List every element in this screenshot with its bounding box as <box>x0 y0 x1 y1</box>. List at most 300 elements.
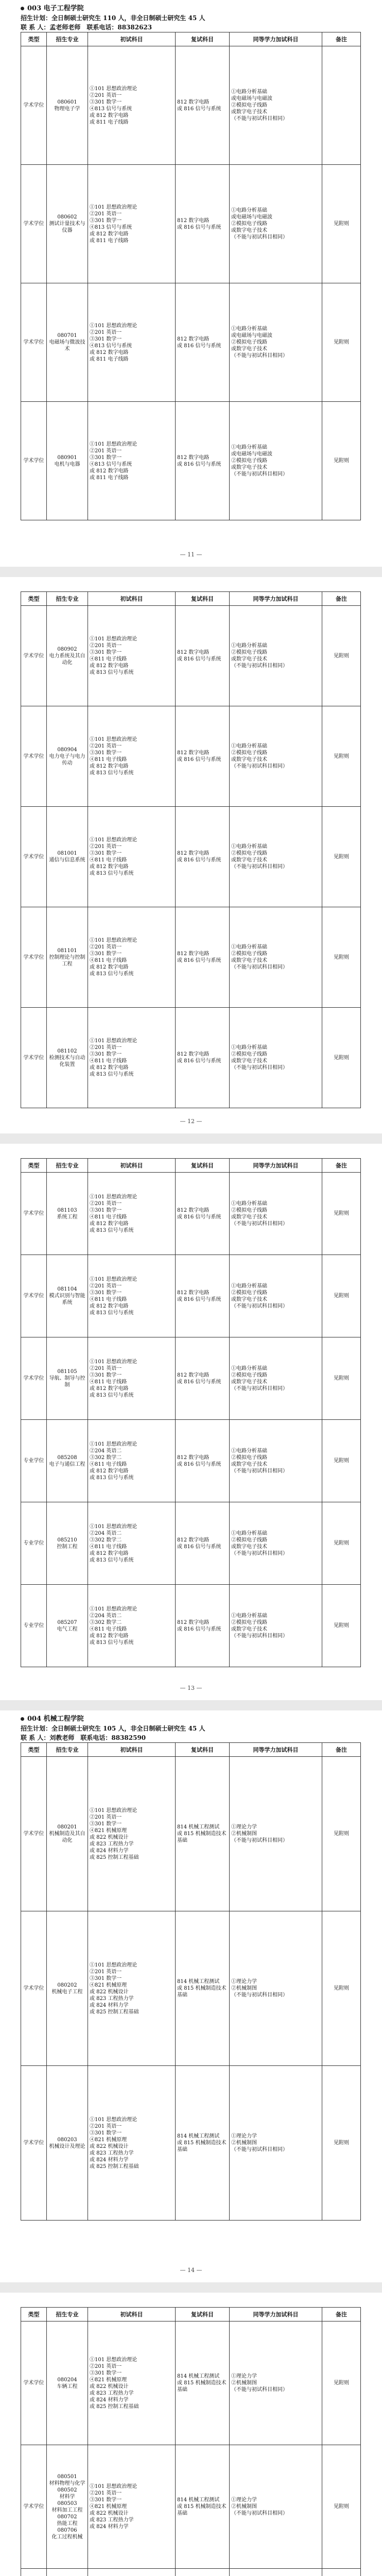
cell-line: （不能与初试科目相同） <box>231 471 288 477</box>
cell-line: ④811 电子线路 <box>90 1379 127 1385</box>
cell-line: 812 数字电路 <box>177 99 210 105</box>
cell-line: ②模拟电子线路 <box>231 1619 267 1625</box>
cell-line: 080601 <box>57 99 77 105</box>
cell-exam-subjects <box>88 1255 176 1337</box>
cell-line: ④811 电子线路 <box>90 757 127 762</box>
cell-line: ②模拟电子线路 <box>231 1052 267 1057</box>
cell-line: ②机械制图 <box>231 1831 257 1837</box>
cell-line: 812 数字电路 <box>177 1619 210 1625</box>
admissions-table <box>21 1742 361 2221</box>
enrollment-plan: 招生计划：全日制硕士研究生 110 人，非全日制硕士研究生 45 人 <box>21 14 205 22</box>
cell-line: ②模拟电子线路 <box>231 951 267 957</box>
cell-line: 材料物理与化学 <box>49 2480 85 2486</box>
cell-line: 812 数字电路 <box>177 1290 210 1296</box>
table-row <box>21 165 361 283</box>
table-row <box>21 2569 361 2576</box>
column-header: 初试科目 <box>88 1159 176 1173</box>
cell-note: 见附则 <box>322 283 361 402</box>
cell-line: ①101 思想政治理论 <box>90 938 137 943</box>
cell-major <box>47 1337 88 1420</box>
cell-note: 见附则 <box>322 1585 361 1667</box>
cell-line: （不能与初试科目相同） <box>231 234 288 240</box>
cell-line: ②201 英语一 <box>90 92 122 98</box>
cell-line: 电力电子与电力传动 <box>49 753 85 766</box>
table-header-row <box>21 1743 361 1757</box>
table-header-row <box>21 1159 361 1173</box>
page-2 <box>0 577 382 1133</box>
cell-line: （不能与初试科目相同） <box>231 864 288 870</box>
cell-line: ①电路分析基础 <box>231 89 267 95</box>
cell-line: ④811 电子线路 <box>90 1058 127 1064</box>
cell-line: ②201 英语一 <box>90 1045 122 1050</box>
column-header: 备注 <box>322 1743 361 1757</box>
page-number: — 12 — <box>180 1118 202 1125</box>
cell-major <box>47 1502 88 1585</box>
table-header-row <box>21 2308 361 2321</box>
cell-line: 或电磁场与电磁波 <box>231 451 272 457</box>
cell-line: 或 813 信号与系统 <box>90 1227 134 1233</box>
cell-line: （不能与初试科目相同） <box>231 764 288 769</box>
cell-line: ①101 思想政治理论 <box>90 1359 137 1365</box>
cell-extra-subjects <box>230 1502 322 1585</box>
cell-line: ①电路分析基础 <box>231 1045 267 1050</box>
cell-exam-subjects <box>88 606 176 706</box>
cell-line: 或 822 机械设计 <box>90 1989 129 1995</box>
cell-line: ②201 英语一 <box>90 844 122 850</box>
cell-major <box>47 1585 88 1667</box>
cell-line: 或电磁场与电磁波 <box>231 96 272 101</box>
cell-line: ②201 英语一 <box>90 1283 122 1289</box>
cell-line: ③301 数学一 <box>90 2497 122 2503</box>
cell-line: 或 815 机械制造技术基础 <box>177 1986 227 1998</box>
cell-line: 或 825 控制工程基础 <box>90 2403 139 2410</box>
cell-line: 812 数字电路 <box>177 650 210 655</box>
cell-line: （不能与初试科目相同） <box>231 353 288 359</box>
cell-type: 专业学位 <box>21 1502 47 1585</box>
cell-type <box>21 2569 47 2576</box>
cell-retest-subjects <box>176 606 230 706</box>
cell-line: ①101 思想政治理论 <box>90 204 137 210</box>
cell-line: 080204 <box>57 2377 77 2383</box>
cell-type: 学术学位 <box>21 165 47 283</box>
cell-exam-subjects <box>88 1173 176 1255</box>
cell-line: （不能与初试科目相同） <box>231 663 288 669</box>
cell-extra-subjects <box>230 2066 322 2221</box>
cell-line: （不能与初试科目相同） <box>231 2387 288 2393</box>
cell-exam-subjects <box>88 807 176 907</box>
page-1 <box>0 0 382 567</box>
column-header: 复试科目 <box>176 2308 230 2321</box>
column-header: 初试科目 <box>88 32 176 46</box>
cell-line: 或 816 信号与系统 <box>177 343 221 349</box>
cell-exam-subjects <box>88 706 176 807</box>
cell-line: ③301 数学一 <box>90 2130 122 2136</box>
cell-major <box>47 2445 88 2569</box>
cell-major <box>47 2321 88 2445</box>
contact-info: 联 系 人：孟老师老师 联系电话：88382623 <box>21 24 152 31</box>
cell-line: ①电路分析基础 <box>231 445 267 450</box>
cell-line: 080203 <box>57 2137 77 2143</box>
cell-line: ①101 思想政治理论 <box>90 1606 137 1612</box>
cell-type: 学术学位 <box>21 706 47 807</box>
cell-line: 或 812 数字电路 <box>90 663 129 669</box>
cell-line: （不能与初试科目相同） <box>231 1992 288 1998</box>
column-header: 备注 <box>322 1159 361 1173</box>
cell-line: ②201 英语一 <box>90 2123 122 2129</box>
cell-line: ②201 英语一 <box>90 743 122 749</box>
cell-line: ①理论力学 <box>231 2497 257 2503</box>
page-number: — 14 — <box>180 2267 202 2274</box>
cell-line: 或 813 信号与系统 <box>90 670 134 675</box>
cell-extra-subjects <box>230 402 322 520</box>
cell-line: ③301 数学一 <box>90 1821 122 1827</box>
cell-line: 或 815 机械制造技术基础 <box>177 2380 227 2393</box>
cell-major <box>47 1255 88 1337</box>
cell-line: ②机械制图 <box>231 1986 257 1991</box>
column-header: 招生专业 <box>47 1159 88 1173</box>
cell-retest-subjects <box>176 402 230 520</box>
cell-extra-subjects <box>230 1911 322 2066</box>
cell-retest-subjects <box>176 2569 230 2576</box>
cell-line: ①电路分析基础 <box>231 1365 267 1371</box>
cell-line: 机械制造及其自动化 <box>49 1831 85 1843</box>
cell-line: ①电路分析基础 <box>231 1613 267 1619</box>
cell-type: 学术学位 <box>21 283 47 402</box>
column-header: 初试科目 <box>88 2308 176 2321</box>
college-title <box>21 1715 374 1724</box>
table-row <box>21 283 361 402</box>
cell-note: 见附则 <box>322 2445 361 2569</box>
column-header: 同等学力加试科目 <box>230 1743 322 1757</box>
cell-extra-subjects <box>230 706 322 807</box>
cell-note: 见附则 <box>322 1911 361 2066</box>
cell-line: 或 824 材料力学 <box>90 2002 129 2008</box>
cell-line: 085207 <box>57 1619 77 1625</box>
table-row <box>21 1173 361 1255</box>
cell-line: 或 813 信号与系统 <box>90 1392 134 1398</box>
cell-type: 学术学位 <box>21 1173 47 1255</box>
cell-line: ①理论力学 <box>231 1824 257 1830</box>
cell-line: 或 822 机械设计 <box>90 2383 129 2389</box>
table-row <box>21 2321 361 2445</box>
cell-extra-subjects <box>230 807 322 907</box>
cell-retest-subjects <box>176 1911 230 2066</box>
table-row <box>21 1255 361 1337</box>
page-number: — 13 — <box>180 1685 202 1691</box>
cell-line: 或 812 数字电路 <box>90 1633 129 1639</box>
cell-line: 或 824 材料力学 <box>90 2157 129 2163</box>
column-header: 备注 <box>322 592 361 606</box>
cell-retest-subjects <box>176 1757 230 1911</box>
cell-note: 见附则 <box>322 1173 361 1255</box>
cell-line: 080201 <box>57 1824 77 1830</box>
cell-note: 见附则 <box>322 807 361 907</box>
cell-exam-subjects <box>88 1008 176 1108</box>
cell-line: 或 816 信号与系统 <box>177 106 221 112</box>
cell-line: 或 813 信号与系统 <box>90 1639 134 1646</box>
cell-retest-subjects <box>176 1255 230 1337</box>
cell-line: ①电路分析基础 <box>231 1200 267 1207</box>
cell-exam-subjects <box>88 2066 176 2221</box>
cell-line: 或 811 电子线路 <box>90 119 129 125</box>
column-header: 同等学力加试科目 <box>230 1159 322 1173</box>
cell-line: ①电路分析基础 <box>231 1448 267 1454</box>
column-header: 类型 <box>21 32 47 46</box>
table-header-row <box>21 592 361 606</box>
cell-line: 控制理论与控制工程 <box>49 954 85 967</box>
cell-line: ④811 电子线路 <box>90 1626 127 1632</box>
cell-line: ①101 思想政治理论 <box>90 86 137 92</box>
cell-line: ②模拟电子线路 <box>231 340 267 345</box>
table-row <box>21 606 361 706</box>
cell-line: ③301 数学一 <box>90 1290 122 1296</box>
cell-note: 见附则 <box>322 606 361 706</box>
column-header: 类型 <box>21 1159 47 1173</box>
cell-line: ①电路分析基础 <box>231 643 267 649</box>
cell-major <box>47 402 88 520</box>
cell-line: 或 815 机械制造技术基础 <box>177 2140 227 2153</box>
cell-extra-subjects <box>230 1757 322 1911</box>
cell-line: 电机与电器 <box>54 461 80 467</box>
cell-line: 814 机械工程测试 <box>177 2497 220 2503</box>
cell-line: ③301 数学一 <box>90 99 122 105</box>
table-row <box>21 2445 361 2569</box>
cell-line: 814 机械工程测试 <box>177 2374 220 2379</box>
cell-line: ③301 数学一 <box>90 1052 122 1057</box>
cell-line: ②201 英语一 <box>90 1814 122 1820</box>
cell-line: ①101 思想政治理论 <box>90 737 137 742</box>
college-title <box>21 4 374 13</box>
cell-line: ②201 英语一 <box>90 211 122 217</box>
admissions-table <box>21 591 361 1108</box>
cell-line: 或电磁场与电磁波 <box>231 214 272 220</box>
cell-line: ②模拟电子线路 <box>231 851 267 856</box>
cell-type: 学术学位 <box>21 807 47 907</box>
cell-line: ③301 数学一 <box>90 1372 122 1378</box>
cell-extra-subjects <box>230 283 322 402</box>
cell-type: 学术学位 <box>21 907 47 1008</box>
cell-line: 或 816 信号与系统 <box>177 958 221 963</box>
cell-line: 或 823 工程热力学 <box>90 1841 134 1847</box>
cell-exam-subjects <box>88 46 176 165</box>
cell-line: ①101 思想政治理论 <box>90 1038 137 1044</box>
cell-line: 或数字电子技术 <box>231 109 267 115</box>
cell-line: 080502 <box>57 2487 77 2493</box>
cell-line: 812 数字电路 <box>177 336 210 342</box>
cell-line: 或 822 机械设计 <box>90 2511 129 2516</box>
cell-line: ③301 数学一 <box>90 2370 122 2376</box>
cell-major <box>47 46 88 165</box>
cell-line: 系统工程 <box>57 1214 78 1220</box>
cell-line: 或 816 信号与系统 <box>177 757 221 762</box>
contact-info: 联 系 人：刘教老师 联系电话：88382590 <box>21 1734 146 1741</box>
cell-line: 或数字电子技术 <box>231 228 267 233</box>
cell-type: 学术学位 <box>21 402 47 520</box>
cell-line: 或 813 信号与系统 <box>90 871 134 876</box>
cell-line: ③301 数学一 <box>90 336 122 342</box>
cell-note: 见附则 <box>322 1255 361 1337</box>
cell-line: ①101 思想政治理论 <box>90 837 137 843</box>
column-header: 备注 <box>322 32 361 46</box>
admissions-table <box>21 2307 361 2576</box>
cell-line: 电气工程 <box>57 1626 78 1632</box>
cell-note: 见附则 <box>322 1008 361 1108</box>
cell-line: ①101 思想政治理论 <box>90 1962 137 1968</box>
cell-line: 080501 <box>57 2473 77 2480</box>
cell-line: ②201 英语一 <box>90 643 122 649</box>
cell-line: 812 数字电路 <box>177 1207 210 1213</box>
cell-line: ④813 信号与系统 <box>90 224 132 230</box>
cell-retest-subjects <box>176 283 230 402</box>
cell-line: 080706 <box>57 2527 77 2533</box>
cell-retest-subjects <box>176 2066 230 2221</box>
cell-line: 814 机械工程测试 <box>177 1979 220 1985</box>
cell-note <box>322 2569 361 2576</box>
cell-line: ②201 英语一 <box>90 944 122 950</box>
cell-line: 物理电子学 <box>54 106 80 112</box>
table-row <box>21 807 361 907</box>
table-row <box>21 1420 361 1502</box>
cell-line: 或数字电子技术 <box>231 1544 267 1550</box>
cell-line: 或 812 数字电路 <box>90 231 129 237</box>
cell-major <box>47 283 88 402</box>
table-row <box>21 2066 361 2221</box>
cell-extra-subjects <box>230 2321 322 2445</box>
cell-retest-subjects <box>176 1420 230 1502</box>
cell-extra-subjects <box>230 46 322 165</box>
cell-retest-subjects <box>176 706 230 807</box>
cell-line: ③301 数学一 <box>90 750 122 756</box>
cell-line: 或 811 电子线路 <box>90 474 129 481</box>
cell-major <box>47 1420 88 1502</box>
cell-note: 见附则 <box>322 1502 361 1585</box>
cell-line: ②模拟电子线路 <box>231 1207 267 1213</box>
table-row <box>21 1585 361 1667</box>
cell-line: 或 825 控制工程基础 <box>90 1854 139 1860</box>
cell-extra-subjects <box>230 1255 322 1337</box>
cell-line: ④811 电子线路 <box>90 1296 127 1302</box>
cell-line: 车辆工程 <box>57 2383 78 2389</box>
cell-line: 或 816 信号与系统 <box>177 1544 221 1550</box>
cell-exam-subjects <box>88 2321 176 2445</box>
cell-type: 学术学位 <box>21 1757 47 1911</box>
cell-line: ④813 信号与系统 <box>90 461 132 467</box>
cell-line: 812 数字电路 <box>177 1372 210 1378</box>
cell-extra-subjects <box>230 606 322 706</box>
cell-exam-subjects <box>88 1757 176 1911</box>
cell-type: 学术学位 <box>21 1255 47 1337</box>
cell-line: （不能与初试科目相同） <box>231 1550 288 1556</box>
cell-retest-subjects <box>176 1585 230 1667</box>
cell-line: 或 825 控制工程基础 <box>90 2009 139 2015</box>
cell-extra-subjects <box>230 1337 322 1420</box>
cell-line: 或 823 工程热力学 <box>90 2517 134 2523</box>
cell-line: ③302 数学二 <box>90 1454 122 1461</box>
cell-retest-subjects <box>176 1008 230 1108</box>
cell-line: 或 816 信号与系统 <box>177 1379 221 1385</box>
cell-line: ④821 机械原理 <box>90 2137 127 2143</box>
cell-extra-subjects <box>230 1008 322 1108</box>
column-header: 复试科目 <box>176 1743 230 1757</box>
table-row <box>21 1337 361 1420</box>
table-header-row <box>21 32 361 46</box>
cell-note: 见附则 <box>322 2321 361 2445</box>
cell-line: 控制工程 <box>57 1544 78 1550</box>
cell-line: ④811 电子线路 <box>90 1214 127 1220</box>
admissions-table <box>21 1158 361 1667</box>
cell-major <box>47 2569 88 2576</box>
cell-line: 电子与通信工程 <box>49 1461 85 1467</box>
cell-line: 或 812 数字电路 <box>90 864 129 870</box>
cell-major <box>47 706 88 807</box>
cell-line: 或 812 数字电路 <box>90 349 129 355</box>
page-header <box>0 0 382 33</box>
cell-line: （不能与初试科目相同） <box>231 964 288 970</box>
cell-line: 或数字电子技术 <box>231 1379 267 1385</box>
cell-exam-subjects <box>88 283 176 402</box>
cell-line: （不能与初试科目相同） <box>231 2147 288 2153</box>
column-header: 初试科目 <box>88 592 176 606</box>
cell-line: ③301 数学一 <box>90 217 122 224</box>
cell-exam-subjects <box>88 2445 176 2569</box>
cell-line: ③301 数学一 <box>90 650 122 655</box>
cell-line: 或数字电子技术 <box>231 757 267 762</box>
cell-exam-subjects <box>88 1911 176 2066</box>
cell-line: 081104 <box>57 1286 77 1292</box>
cell-line: ①电路分析基础 <box>231 844 267 850</box>
cell-line: 或 813 信号与系统 <box>90 1475 134 1481</box>
column-header: 同等学力加试科目 <box>230 592 322 606</box>
cell-type: 专业学位 <box>21 1420 47 1502</box>
cell-line: 或 816 信号与系统 <box>177 1461 221 1467</box>
cell-major <box>47 1911 88 2066</box>
table-row <box>21 402 361 520</box>
cell-line: 或 824 材料力学 <box>90 2397 129 2403</box>
cell-line: 或数字电子技术 <box>231 465 267 470</box>
cell-line: 812 数字电路 <box>177 951 210 957</box>
cell-line: ①101 思想政治理论 <box>90 1441 137 1447</box>
column-header: 招生专业 <box>47 1743 88 1757</box>
cell-line: ②模拟电子线路 <box>231 650 267 655</box>
cell-line: ①101 思想政治理论 <box>90 2116 137 2123</box>
cell-line: 或电磁场与电磁波 <box>231 333 272 338</box>
cell-line: 080901 <box>57 454 77 461</box>
column-header: 备注 <box>322 2308 361 2321</box>
cell-line: ①理论力学 <box>231 2374 257 2379</box>
cell-line: （不能与初试科目相同） <box>231 1838 288 1843</box>
cell-type: 学术学位 <box>21 1337 47 1420</box>
cell-note: 见附则 <box>322 907 361 1008</box>
page-4 <box>0 1710 382 2282</box>
cell-line: ②机械制图 <box>231 2380 257 2386</box>
cell-line: ③301 数学一 <box>90 1975 122 1981</box>
cell-line: ④811 电子线路 <box>90 857 127 863</box>
cell-line: 080202 <box>57 1982 77 1988</box>
bullet-icon <box>21 7 24 10</box>
cell-line: 或 816 信号与系统 <box>177 1626 221 1632</box>
enrollment-plan: 招生计划：全日制硕士研究生 105 人，非全日制硕士研究生 45 人 <box>21 1725 205 1732</box>
cell-line: ④813 信号与系统 <box>90 106 132 112</box>
cell-line: 或 815 机械制造技术基础 <box>177 2504 227 2516</box>
cell-line: 085210 <box>57 1537 77 1543</box>
cell-line: 机械电子工程 <box>51 1989 83 1995</box>
cell-line: （不能与初试科目相同） <box>231 2511 288 2516</box>
cell-retest-subjects <box>176 807 230 907</box>
cell-line: ①101 思想政治理论 <box>90 1194 137 1200</box>
cell-line: 814 机械工程测试 <box>177 1824 220 1830</box>
cell-line: 080702 <box>57 2514 77 2520</box>
cell-line: ③302 数学二 <box>90 1537 122 1543</box>
